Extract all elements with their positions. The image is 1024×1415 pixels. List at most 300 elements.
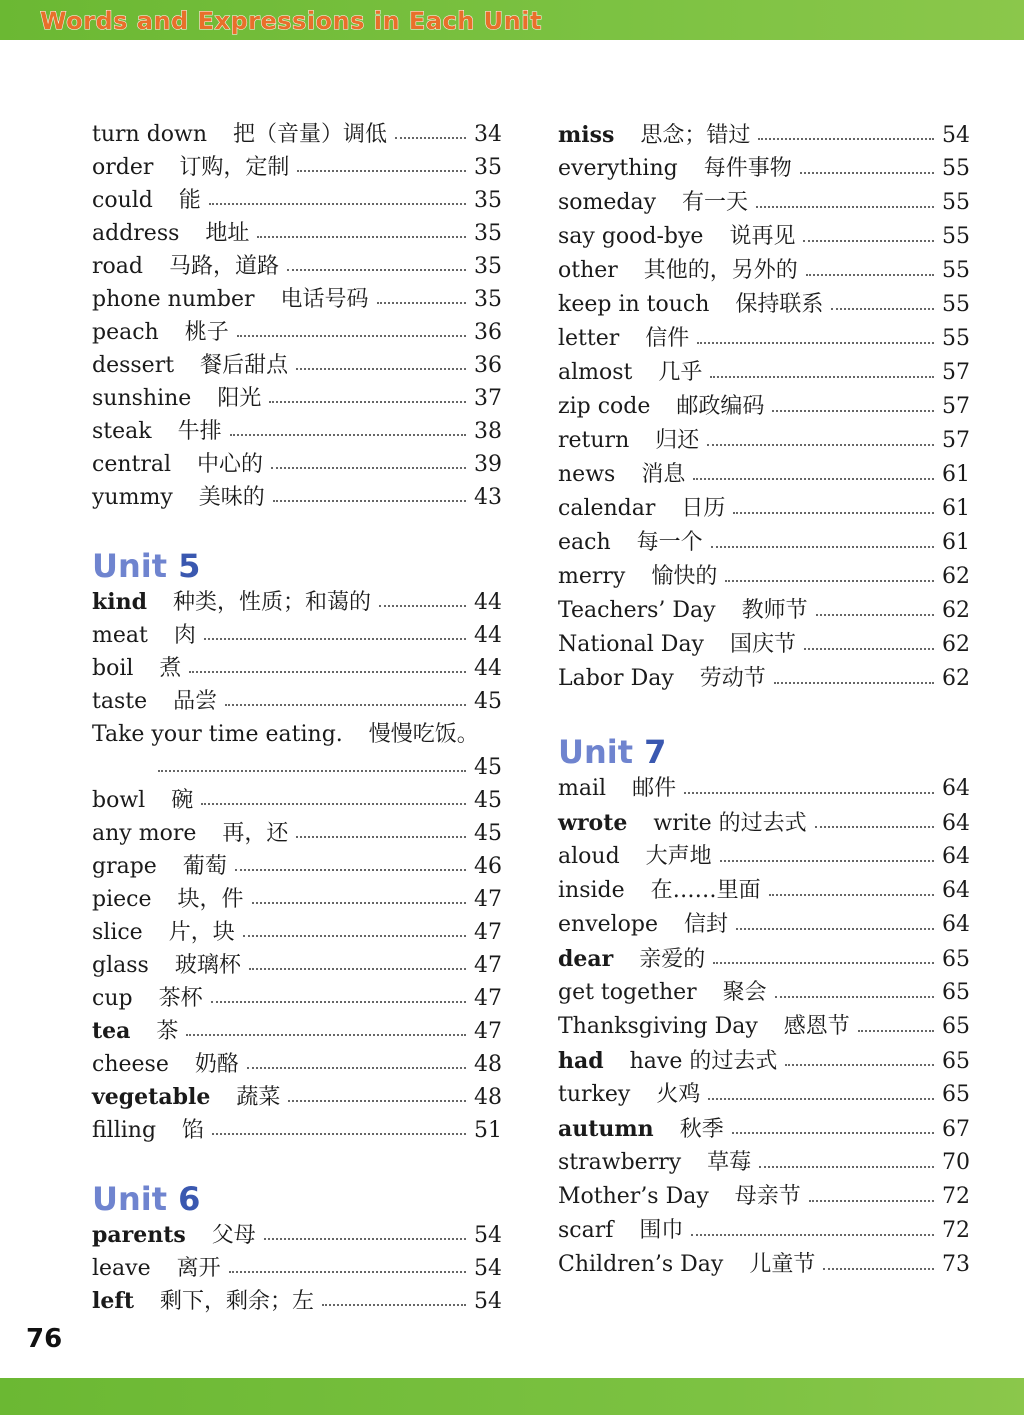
entry-english: autumn	[558, 1116, 654, 1142]
left-column	[92, 118, 502, 1318]
leader-dots	[269, 400, 466, 403]
unit5-list-continued	[92, 784, 502, 1147]
entry-english: strawberry	[558, 1150, 682, 1175]
leader-dots	[296, 367, 466, 370]
entry-page: 64	[942, 811, 970, 836]
entry-page: 48	[474, 1085, 502, 1110]
leader-dots	[211, 1000, 466, 1003]
entry-chinese: 地址	[205, 221, 250, 246]
vocab-entry	[558, 220, 970, 254]
entry-page: 65	[942, 947, 970, 972]
entry-page: 45	[474, 755, 502, 780]
entry-english: Take your time eating.	[92, 722, 343, 747]
leader-dots	[785, 1063, 934, 1066]
leader-dots	[252, 901, 467, 904]
leader-dots	[287, 268, 466, 271]
entry-english: calendar	[558, 496, 656, 521]
vocab-entry	[92, 1219, 502, 1252]
leader-dots	[257, 235, 466, 238]
entry-english: had	[558, 1048, 604, 1074]
vocab-entry	[558, 840, 970, 874]
right-column	[558, 118, 970, 1282]
entry-page: 55	[942, 190, 970, 215]
entry-english: leave	[92, 1256, 151, 1281]
entry-english: wrote	[558, 810, 628, 836]
vocab-entry	[558, 1078, 970, 1112]
entry-chinese: 玻璃杯	[174, 953, 241, 978]
entry-chinese: 马路，道路	[168, 254, 279, 279]
unit6-continued-list	[558, 118, 970, 696]
vocab-entry	[558, 560, 970, 594]
entry-page: 65	[942, 1014, 970, 1039]
vocab-entry	[558, 1248, 970, 1282]
leader-dots	[758, 137, 934, 140]
entry-page: 62	[942, 564, 970, 589]
entry-page: 35	[474, 155, 502, 180]
entry-page: 46	[474, 854, 502, 879]
vocab-entry	[92, 1081, 502, 1114]
leader-dots	[201, 802, 466, 805]
entry-page: 57	[942, 360, 970, 385]
entry-english: return	[558, 428, 630, 453]
leader-dots	[189, 670, 466, 673]
leader-dots	[759, 1165, 934, 1168]
entry-english: Mother’s Day	[558, 1184, 709, 1209]
leader-dots	[322, 1303, 466, 1306]
entry-chinese: 母亲节	[734, 1184, 801, 1209]
unit7-list	[558, 772, 970, 1282]
entry-english: boil	[92, 656, 134, 681]
leader-dots	[720, 859, 934, 862]
entry-page: 39	[474, 452, 502, 477]
entry-english: vegetable	[92, 1084, 211, 1110]
entry-chinese: 围巾	[639, 1218, 684, 1243]
entry-chinese: 馅	[182, 1118, 205, 1143]
leader-dots	[186, 1033, 466, 1036]
entry-chinese: 每一个	[636, 530, 703, 555]
entry-chinese: 蔬菜	[236, 1085, 281, 1110]
entry-english: inside	[558, 878, 625, 903]
leader-dots	[264, 1237, 466, 1240]
entry-page: 43	[474, 485, 502, 510]
entry-page: 44	[474, 590, 502, 615]
leader-dots	[713, 961, 934, 964]
vocab-entry	[558, 1044, 970, 1078]
entry-chinese: 美味的	[198, 485, 265, 510]
vocab-entry	[558, 976, 970, 1010]
entry-english: meat	[92, 623, 148, 648]
entry-chinese: 煮	[159, 656, 182, 681]
vocab-entry	[92, 151, 502, 184]
entry-page: 64	[942, 776, 970, 801]
vocab-entry	[558, 118, 970, 152]
entry-chinese: 保持联系	[735, 292, 824, 317]
entry-chinese: 思念；错过	[640, 123, 751, 148]
entry-english: peach	[92, 320, 159, 345]
entry-chinese: 肉	[173, 623, 196, 648]
vocab-entry	[558, 772, 970, 806]
entry-page: 45	[474, 788, 502, 813]
entry-page: 54	[942, 123, 970, 148]
entry-chinese: 订购，定制	[179, 155, 290, 180]
leader-dots	[247, 1066, 466, 1069]
entry-chinese: 葡萄	[182, 854, 227, 879]
entry-english: someday	[558, 190, 657, 215]
entry-english: news	[558, 462, 616, 487]
entry-page: 64	[942, 844, 970, 869]
vocab-entry	[558, 288, 970, 322]
vocab-entry	[92, 118, 502, 151]
leader-dots	[204, 637, 466, 640]
entry-chinese: 桃子	[184, 320, 229, 345]
entry-chinese: 亲爱的	[639, 947, 706, 972]
entry-page: 57	[942, 428, 970, 453]
entry-english: Teachers’ Day	[558, 598, 716, 623]
entry-page: 55	[942, 292, 970, 317]
leader-dots	[711, 545, 934, 548]
entry-page: 65	[942, 980, 970, 1005]
unit-7-heading: Unit 7	[558, 733, 667, 771]
entry-page: 37	[474, 386, 502, 411]
vocab-entry	[558, 492, 970, 526]
leader-dots	[225, 703, 466, 706]
entry-english: each	[558, 530, 611, 555]
leader-dots	[377, 301, 466, 304]
vocab-entry	[92, 850, 502, 883]
vocab-entry	[558, 458, 970, 492]
entry-english: taste	[92, 689, 148, 714]
entry-english: letter	[558, 326, 620, 351]
leader-dots	[804, 647, 934, 650]
vocab-entry	[92, 1015, 502, 1048]
vocab-entry	[558, 806, 970, 840]
entry-page: 35	[474, 287, 502, 312]
vocab-entry	[92, 949, 502, 982]
entry-chinese: 火鸡	[656, 1082, 701, 1107]
entry-english: phone number	[92, 287, 255, 312]
entry-page: 65	[942, 1049, 970, 1074]
entry-page: 61	[942, 496, 970, 521]
wrapped-entry-line2	[92, 751, 502, 784]
entry-page: 72	[942, 1184, 970, 1209]
entry-english: road	[92, 254, 143, 279]
vocab-entry	[558, 526, 970, 560]
entry-chinese: 能	[178, 188, 201, 213]
entry-english: turn down	[92, 122, 208, 147]
entry-english: address	[92, 221, 180, 246]
entry-chinese: 感恩节	[783, 1014, 850, 1039]
entry-page: 55	[942, 156, 970, 181]
entry-chinese: have 的过去式	[629, 1049, 778, 1074]
entry-english: sunshine	[92, 386, 192, 411]
entry-chinese: 种类，性质；和蔼的	[172, 590, 371, 615]
vocab-entry	[558, 908, 970, 942]
entry-chinese: 在……里面	[650, 878, 761, 903]
entry-english: miss	[558, 122, 615, 148]
leader-dots	[725, 579, 934, 582]
leader-dots	[815, 825, 934, 828]
entry-chinese: 消息	[641, 462, 686, 487]
vocab-entry	[92, 916, 502, 949]
entry-chinese: 剩下，剩余；左	[159, 1289, 314, 1314]
leader-dots	[209, 202, 466, 205]
leader-dots	[858, 1029, 934, 1032]
vocab-entry	[558, 874, 970, 908]
entry-english: left	[92, 1288, 134, 1314]
entry-page: 54	[474, 1289, 502, 1314]
entry-english: filling	[92, 1118, 157, 1143]
leader-dots	[237, 334, 466, 337]
entry-english: steak	[92, 419, 152, 444]
entry-chinese: 几乎	[658, 360, 703, 385]
leader-dots	[684, 791, 934, 794]
entry-page: 35	[474, 221, 502, 246]
entry-english: order	[92, 155, 154, 180]
leader-dots	[707, 443, 934, 446]
entry-page: 47	[474, 953, 502, 978]
vocab-entry	[92, 316, 502, 349]
entry-english: any more	[92, 821, 197, 846]
entry-page: 70	[942, 1150, 970, 1175]
vocab-entry	[92, 619, 502, 652]
vocab-entry	[558, 1214, 970, 1248]
entry-chinese: 说再见	[729, 224, 796, 249]
entry-chinese: 再，还	[222, 821, 289, 846]
entry-chinese: 其他的，另外的	[643, 258, 798, 283]
entry-english: Labor Day	[558, 666, 674, 691]
entry-english: almost	[558, 360, 633, 385]
entry-page: 45	[474, 689, 502, 714]
vocab-entry	[92, 415, 502, 448]
entry-chinese: 信封	[684, 912, 729, 937]
leader-dots	[803, 239, 934, 242]
entry-chinese: 块，件	[177, 887, 244, 912]
vocab-entry	[92, 283, 502, 316]
entry-page: 44	[474, 623, 502, 648]
entry-page: 61	[942, 462, 970, 487]
header-title: Words and Expressions in Each Unit	[40, 7, 542, 35]
vocab-entry	[92, 652, 502, 685]
vocab-entry	[92, 382, 502, 415]
entry-english: grape	[92, 854, 157, 879]
entry-english: merry	[558, 564, 626, 589]
entry-chinese: 茶杯	[158, 986, 203, 1011]
entry-page: 67	[942, 1117, 970, 1142]
vocab-entry	[92, 1114, 502, 1147]
vocab-entry	[558, 1112, 970, 1146]
entry-english: cheese	[92, 1052, 169, 1077]
entry-page: 62	[942, 598, 970, 623]
leader-dots	[708, 1097, 934, 1100]
entry-page: 64	[942, 878, 970, 903]
vocab-entry	[558, 662, 970, 696]
vocab-entry	[558, 628, 970, 662]
header-band	[0, 0, 1024, 40]
entry-page: 57	[942, 394, 970, 419]
leader-dots	[772, 409, 934, 412]
entry-page: 35	[474, 254, 502, 279]
entry-page: 47	[474, 1019, 502, 1044]
entry-page: 61	[942, 530, 970, 555]
vocab-entry	[558, 322, 970, 356]
footer-band	[0, 1378, 1024, 1415]
entry-page: 51	[474, 1118, 502, 1143]
vocab-entry	[558, 594, 970, 628]
leader-dots	[732, 1131, 934, 1134]
vocab-entry	[558, 1146, 970, 1180]
entry-chinese: 餐后甜点	[200, 353, 289, 378]
entry-english: piece	[92, 887, 152, 912]
entry-chinese: 教师节	[741, 598, 808, 623]
entry-chinese: 阳光	[217, 386, 262, 411]
entry-english: say good-bye	[558, 224, 704, 249]
vocab-entry	[558, 186, 970, 220]
entry-chinese: 大声地	[645, 844, 712, 869]
entry-chinese: 愉快的	[651, 564, 718, 589]
vocab-entry	[92, 1252, 502, 1285]
entry-page: 44	[474, 656, 502, 681]
entry-english: Thanksgiving Day	[558, 1014, 758, 1039]
entry-chinese: 每件事物	[703, 156, 792, 181]
entry-chinese: 有一天	[682, 190, 749, 215]
entry-chinese: 劳动节	[699, 666, 766, 691]
entry-page: 36	[474, 353, 502, 378]
vocab-entry	[558, 152, 970, 186]
entry-chinese: 片，块	[168, 920, 235, 945]
entry-english: aloud	[558, 844, 620, 869]
entry-page: 62	[942, 666, 970, 691]
vocab-entry	[558, 390, 970, 424]
entry-chinese: 邮件	[632, 776, 677, 801]
leader-dots	[775, 995, 934, 998]
entry-english: mail	[558, 776, 607, 801]
leader-dots	[158, 769, 466, 772]
entry-english: central	[92, 452, 172, 477]
entry-page: 55	[942, 326, 970, 351]
entry-chinese: 秋季	[679, 1117, 724, 1142]
wrapped-entry-line1	[92, 718, 502, 751]
entry-english: everything	[558, 156, 678, 181]
entry-chinese: 把（音量）调低	[233, 122, 388, 147]
vocab-entry	[92, 1048, 502, 1081]
entry-english: scarf	[558, 1218, 614, 1243]
leader-dots	[774, 681, 934, 684]
entry-page: 47	[474, 887, 502, 912]
entry-english: National Day	[558, 632, 704, 657]
vocab-entry	[92, 448, 502, 481]
entry-english: could	[92, 188, 153, 213]
entry-page: 72	[942, 1218, 970, 1243]
entry-chinese: 归还	[655, 428, 700, 453]
leader-dots	[243, 934, 466, 937]
entry-chinese: 国庆节	[730, 632, 797, 657]
page-number: 76	[26, 1324, 63, 1354]
entry-english: bowl	[92, 788, 146, 813]
vocab-entry	[92, 784, 502, 817]
vocab-entry	[92, 349, 502, 382]
entry-chinese: 奶酪	[194, 1052, 239, 1077]
vocab-entry	[558, 356, 970, 390]
entry-chinese: 日历	[681, 496, 726, 521]
leader-dots	[756, 205, 934, 208]
entry-page: 55	[942, 224, 970, 249]
unit5-list	[92, 586, 502, 718]
entry-page: 47	[474, 920, 502, 945]
leader-dots	[229, 1270, 466, 1273]
entry-page: 34	[474, 122, 502, 147]
entry-english: turkey	[558, 1082, 631, 1107]
entry-page: 47	[474, 986, 502, 1011]
vocab-entry	[92, 184, 502, 217]
leader-dots	[379, 604, 466, 607]
unit-5-heading: Unit 5	[92, 547, 201, 585]
vocab-entry	[558, 1180, 970, 1214]
vocab-entry	[558, 424, 970, 458]
leader-dots	[288, 1099, 466, 1102]
unit-6-heading: Unit 6	[92, 1180, 201, 1218]
leader-dots	[230, 433, 466, 436]
entry-page: 36	[474, 320, 502, 345]
leader-dots	[697, 341, 934, 344]
entry-page: 35	[474, 188, 502, 213]
vocab-entry	[558, 942, 970, 976]
entry-chinese: 中心的	[197, 452, 264, 477]
entry-chinese: 茶	[156, 1019, 179, 1044]
entry-chinese: 父母	[211, 1223, 256, 1248]
leader-dots	[212, 1132, 466, 1135]
leader-dots	[831, 307, 934, 310]
entry-english: dessert	[92, 353, 175, 378]
leader-dots	[235, 868, 466, 871]
entry-english: glass	[92, 953, 149, 978]
vocab-entry	[92, 817, 502, 850]
entry-chinese: 草莓	[707, 1150, 752, 1175]
entry-english: slice	[92, 920, 143, 945]
entry-chinese: write 的过去式	[653, 811, 807, 836]
leader-dots	[800, 171, 934, 174]
entry-english: yummy	[92, 485, 173, 510]
leader-dots	[691, 1233, 934, 1236]
vocab-entry	[92, 982, 502, 1015]
leader-dots	[249, 967, 466, 970]
entry-page: 65	[942, 1082, 970, 1107]
entry-english: tea	[92, 1018, 131, 1044]
leader-dots	[816, 613, 934, 616]
entry-page: 38	[474, 419, 502, 444]
leader-dots	[809, 1199, 934, 1202]
vocab-entry	[558, 1010, 970, 1044]
entry-chinese: 儿童节	[749, 1252, 816, 1277]
entry-chinese: 牛排	[177, 419, 222, 444]
leader-dots	[806, 273, 934, 276]
entry-english: parents	[92, 1222, 186, 1248]
entry-chinese: 离开	[176, 1256, 221, 1281]
leader-dots	[296, 835, 466, 838]
leader-dots	[733, 511, 934, 514]
vocab-entry	[92, 250, 502, 283]
leader-dots	[710, 375, 934, 378]
entry-english: dear	[558, 946, 614, 972]
leader-dots	[693, 477, 934, 480]
leader-dots	[395, 136, 466, 139]
unit6-list	[92, 1219, 502, 1318]
entry-english: keep in touch	[558, 292, 710, 317]
vocab-entry	[92, 481, 502, 514]
entry-page: 55	[942, 258, 970, 283]
entry-chinese: 信件	[645, 326, 690, 351]
vocab-entry	[92, 586, 502, 619]
entry-chinese: 品尝	[173, 689, 218, 714]
